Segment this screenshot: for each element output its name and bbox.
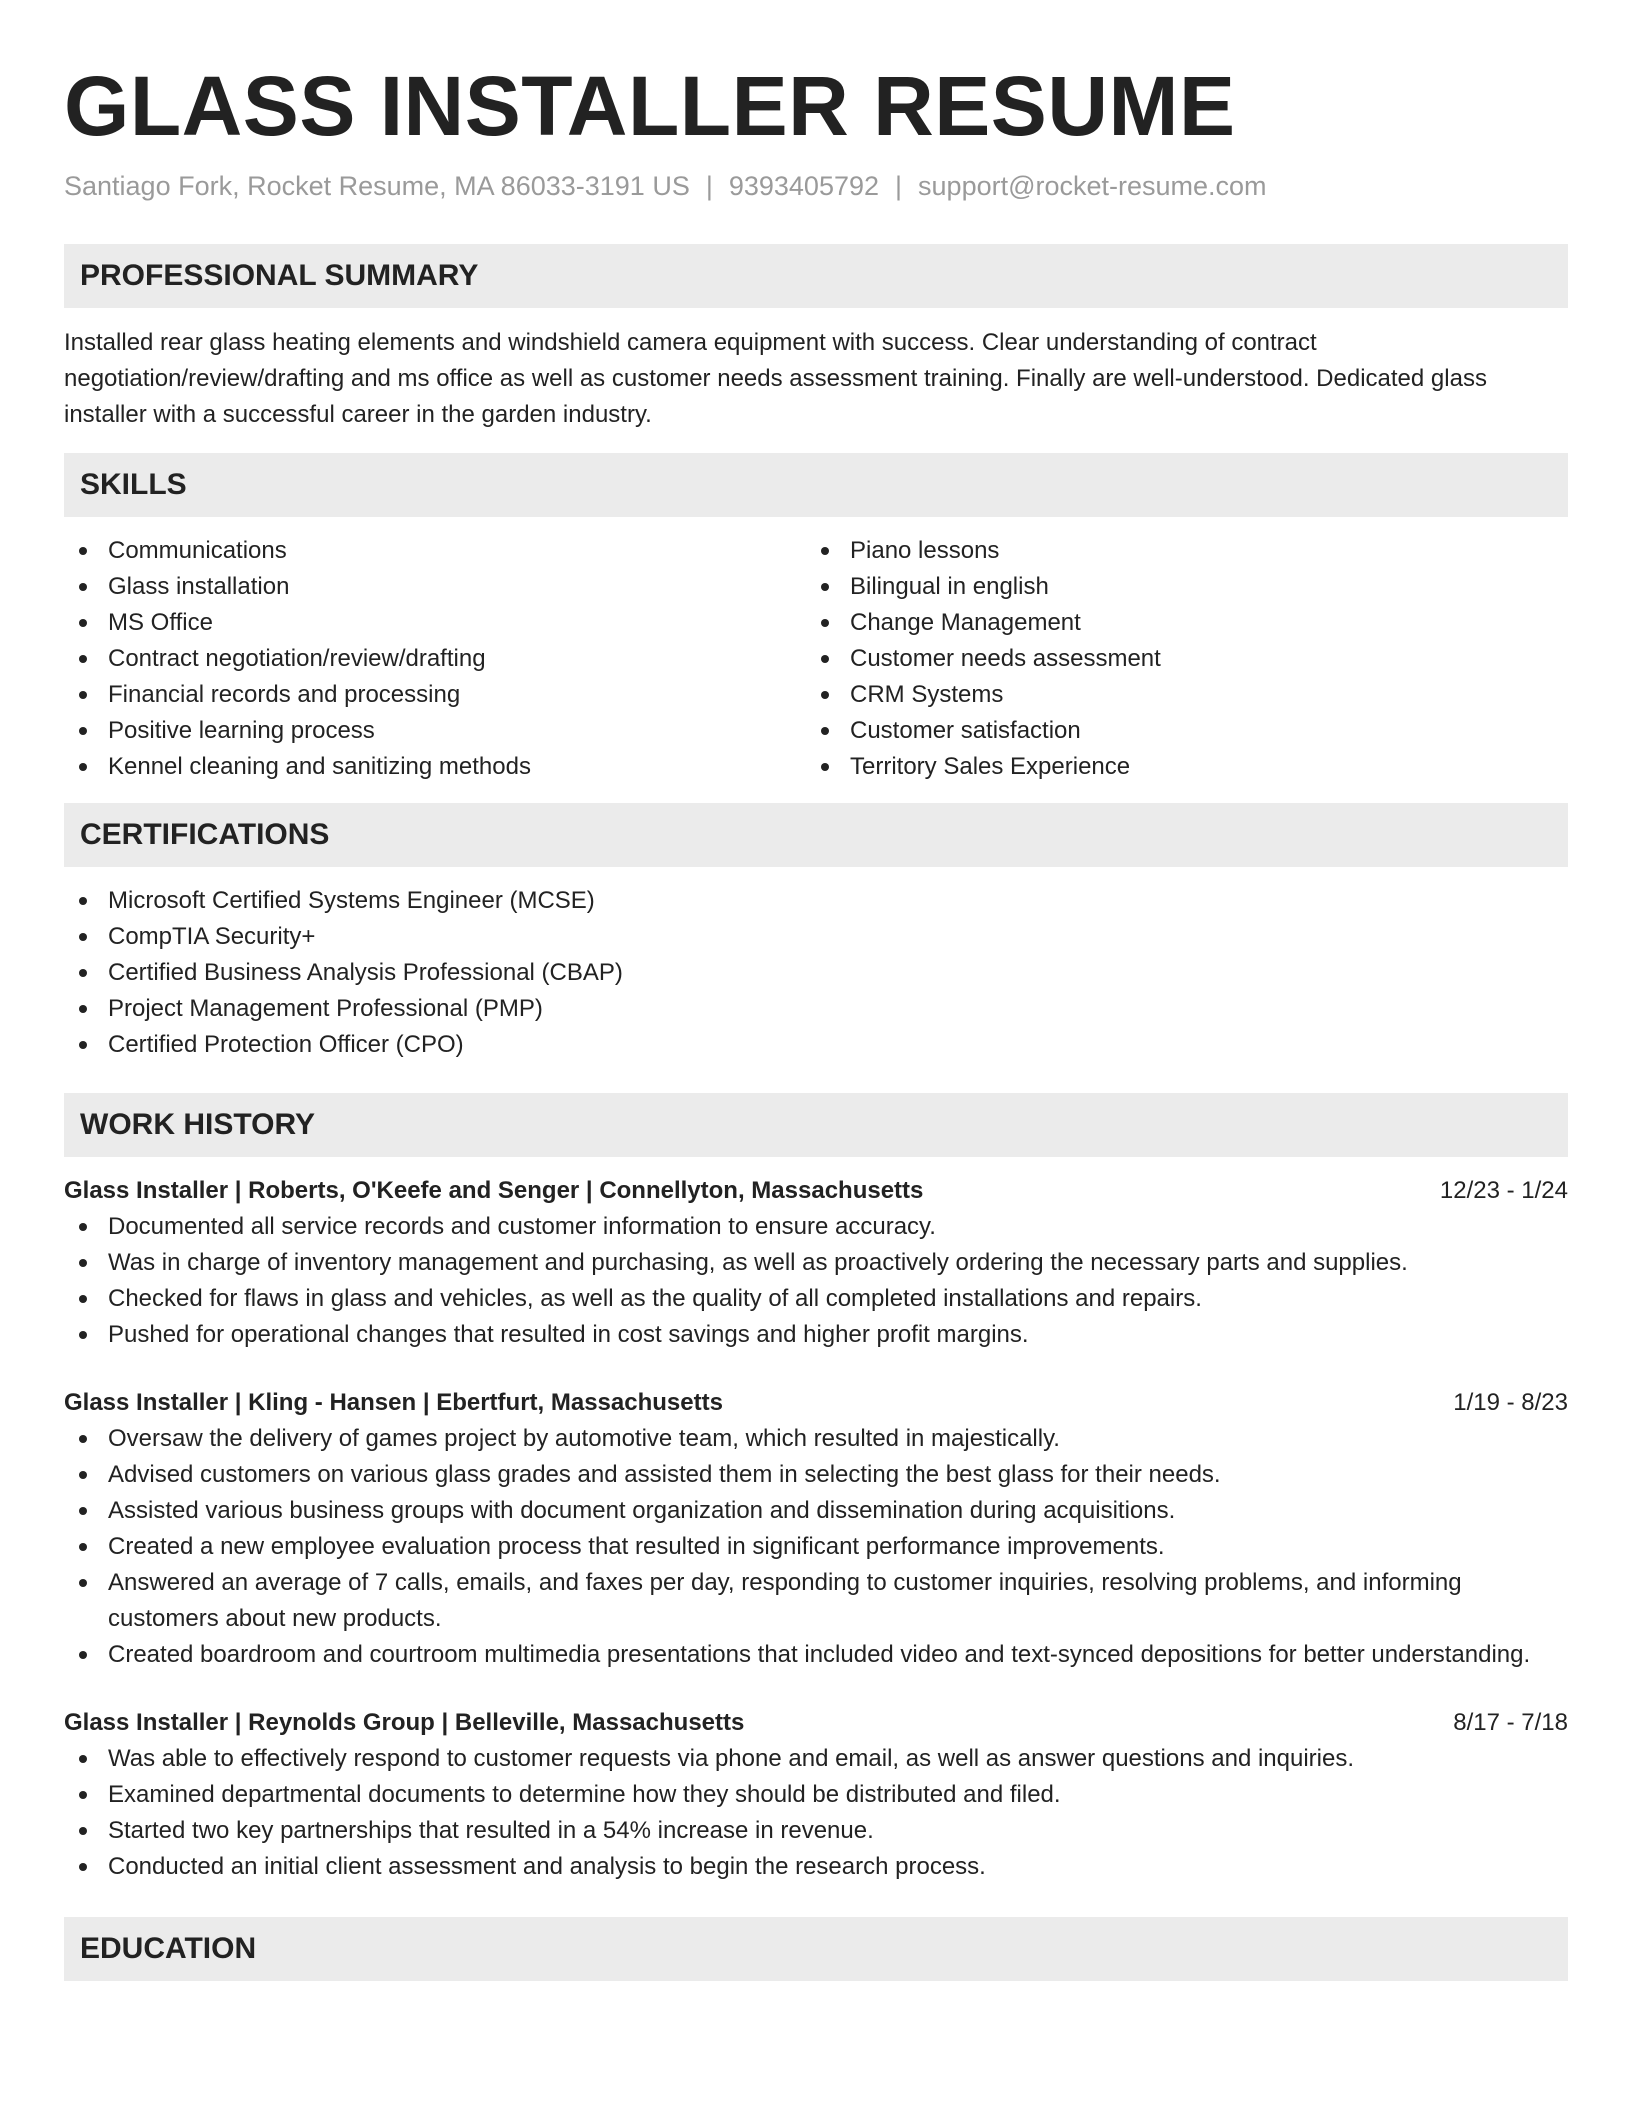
list-item: [806, 749, 1548, 785]
skill-text: Contract negotiation/review/drafting: [108, 645, 486, 672]
contact-line: [64, 166, 1568, 206]
bullet-dot: [79, 1331, 87, 1339]
section-heading-skills: SKILLS: [64, 453, 1568, 517]
job-bullet-text: Checked for flaws in glass and vehicles, as well as the quality of all completed installations and repairs.: [108, 1285, 1202, 1312]
list-item: [64, 1245, 1568, 1281]
bullet-dot: [821, 583, 829, 591]
job-dates: 1/19 - 8/23: [1453, 1389, 1568, 1416]
list-item: [806, 713, 1548, 749]
section-heading-certifications: CERTIFICATIONS: [64, 803, 1568, 867]
job-bullet-text: Pushed for operational changes that resulted in cost savings and higher profit margins.: [108, 1321, 1029, 1348]
certification-text: CompTIA Security+: [108, 923, 316, 950]
contact-email: support@rocket-resume.com: [918, 171, 1267, 201]
bullet-dot: [79, 1755, 87, 1763]
section-heading-work-history: WORK HISTORY: [64, 1093, 1568, 1157]
bullet-dot: [79, 897, 87, 905]
job-bullet-text: Was able to effectively respond to customer requests via phone and email, as well as answer questions and inquiries.: [108, 1745, 1355, 1772]
job-bullet-text: Conducted an initial client assessment and analysis to begin the research process.: [108, 1853, 986, 1880]
bullet-dot: [79, 547, 87, 555]
certification-text: Certified Business Analysis Professional (CBAP): [108, 959, 623, 986]
bullet-dot: [79, 691, 87, 699]
list-item: [64, 919, 1568, 955]
list-item: [64, 713, 806, 749]
skill-text: Customer satisfaction: [850, 717, 1081, 744]
resume-title: GLASS INSTALLER RESUME: [64, 59, 1236, 153]
bullet-dot: [79, 1259, 87, 1267]
job-dates: 12/23 - 1/24: [1439, 1177, 1568, 1204]
job-bullet-text: Examined departmental documents to determine how they should be distributed and filed.: [108, 1781, 1061, 1808]
skill-text: Glass installation: [108, 573, 290, 600]
contact-separator: |: [895, 171, 903, 201]
job-header: [64, 1705, 1568, 1741]
bullet-dot: [821, 619, 829, 627]
skill-text: Customer needs assessment: [850, 645, 1161, 672]
contact-address: Santiago Fork, Rocket Resume, MA 86033-3191 US: [64, 171, 690, 201]
list-item: [806, 677, 1548, 713]
section-heading-summary: PROFESSIONAL SUMMARY: [64, 244, 1568, 308]
list-item: [64, 1317, 1568, 1353]
job-bullets: [64, 1741, 1568, 1885]
summary-text: Installed rear glass heating elements and windshield camera equipment with success. Clear understanding of contract negotiation/review/drafting and ms office as well as customer needs assessment training. Finally are well-understood. Dedicated glass installer with a successful career in the garden industry.: [64, 329, 1487, 428]
bullet-dot: [79, 933, 87, 941]
contact-phone: 9393405792: [728, 171, 880, 201]
job-bullet-text: Started two key partnerships that resulted in a 54% increase in revenue.: [108, 1817, 874, 1844]
job-bullet-text: Created a new employee evaluation process that resulted in significant performance improvements.: [108, 1533, 1165, 1560]
skill-text: Piano lessons: [850, 537, 1000, 564]
skill-text: Communications: [108, 537, 287, 564]
skills-list-right: [806, 533, 1548, 785]
job-title: Glass Installer | Kling - Hansen | Ebertfurt, Massachusetts: [64, 1389, 723, 1416]
certification-text: Project Management Professional (PMP): [108, 995, 543, 1022]
job-bullets: [64, 1209, 1568, 1353]
skill-text: MS Office: [108, 609, 213, 636]
list-item: [64, 641, 806, 677]
bullet-dot: [79, 583, 87, 591]
bullet-dot: [821, 763, 829, 771]
list-item: [64, 1565, 1568, 1637]
skill-text: CRM Systems: [850, 681, 1004, 708]
bullet-dot: [79, 1223, 87, 1231]
bullet-dot: [821, 655, 829, 663]
list-item: [64, 1777, 1568, 1813]
list-item: [64, 1457, 1568, 1493]
list-item: [64, 991, 1568, 1027]
job-bullet-text: Was in charge of inventory management and purchasing, as well as proactively ordering the necessary parts and supplies.: [108, 1249, 1408, 1276]
bullet-dot: [79, 1543, 87, 1551]
bullet-dot: [79, 1295, 87, 1303]
list-item: [64, 1529, 1568, 1565]
list-item: [64, 1421, 1568, 1457]
job-dates: 8/17 - 7/18: [1453, 1709, 1568, 1736]
bullet-dot: [79, 1579, 87, 1587]
bullet-dot: [79, 1041, 87, 1049]
list-item: [64, 569, 806, 605]
job-bullet-text: Oversaw the delivery of games project by automotive team, which resulted in majestically.: [108, 1425, 1060, 1452]
bullet-dot: [79, 1507, 87, 1515]
skill-text: Financial records and processing: [108, 681, 461, 708]
skills-grid: [64, 533, 1568, 785]
skill-text: Bilingual in english: [850, 573, 1049, 600]
bullet-dot: [79, 655, 87, 663]
bullet-dot: [79, 1651, 87, 1659]
list-item: [64, 605, 806, 641]
job-header: [64, 1173, 1568, 1209]
job-bullet-text: Answered an average of 7 calls, emails, and faxes per day, responding to customer inquiries, resolving problems, and informing customers about new products.: [108, 1569, 1462, 1632]
skill-text: Kennel cleaning and sanitizing methods: [108, 753, 531, 780]
section-heading-education: EDUCATION: [64, 1917, 1568, 1981]
list-item: [64, 1813, 1568, 1849]
job-header: [64, 1385, 1568, 1421]
bullet-dot: [79, 727, 87, 735]
bullet-dot: [79, 619, 87, 627]
job-bullet-text: Created boardroom and courtroom multimedia presentations that included video and text-synced depositions for better understanding.: [108, 1641, 1531, 1668]
bullet-dot: [79, 1471, 87, 1479]
list-item: [64, 1027, 1568, 1063]
skill-text: Change Management: [850, 609, 1081, 636]
contact-separator: |: [705, 171, 713, 201]
list-item: [806, 641, 1548, 677]
list-item: [64, 1281, 1568, 1317]
bullet-dot: [79, 1791, 87, 1799]
list-item: [64, 1849, 1568, 1885]
bullet-dot: [79, 969, 87, 977]
bullet-dot: [79, 1863, 87, 1871]
job-title: Glass Installer | Roberts, O'Keefe and Senger | Connellyton, Massachusetts: [64, 1177, 924, 1204]
job-bullet-text: Advised customers on various glass grades and assisted them in selecting the best glass for their needs.: [108, 1461, 1221, 1488]
job-bullet-text: Assisted various business groups with document organization and dissemination during acquisitions.: [108, 1497, 1176, 1524]
bullet-dot: [821, 691, 829, 699]
list-item: [64, 1493, 1568, 1529]
bullet-dot: [821, 727, 829, 735]
list-item: [64, 749, 806, 785]
list-item: [806, 569, 1548, 605]
list-item: [64, 677, 806, 713]
bullet-dot: [79, 763, 87, 771]
job-title: Glass Installer | Reynolds Group | Belleville, Massachusetts: [64, 1709, 745, 1736]
job-bullet-text: Documented all service records and customer information to ensure accuracy.: [108, 1213, 936, 1240]
skill-text: Positive learning process: [108, 717, 375, 744]
bullet-dot: [821, 547, 829, 555]
bullet-dot: [79, 1435, 87, 1443]
list-item: [64, 1741, 1568, 1777]
list-item: [806, 605, 1548, 641]
list-item: [64, 883, 1568, 919]
list-item: [64, 1209, 1568, 1245]
certifications-list: [64, 883, 1568, 1063]
certification-text: Microsoft Certified Systems Engineer (MCSE): [108, 887, 595, 914]
certification-text: Certified Protection Officer (CPO): [108, 1031, 464, 1058]
list-item: [64, 533, 806, 569]
bullet-dot: [79, 1005, 87, 1013]
skill-text: Territory Sales Experience: [850, 753, 1131, 780]
list-item: [64, 955, 1568, 991]
list-item: [806, 533, 1548, 569]
skills-list-left: [64, 533, 806, 785]
bullet-dot: [79, 1827, 87, 1835]
list-item: [64, 1637, 1568, 1673]
job-bullets: [64, 1421, 1568, 1673]
